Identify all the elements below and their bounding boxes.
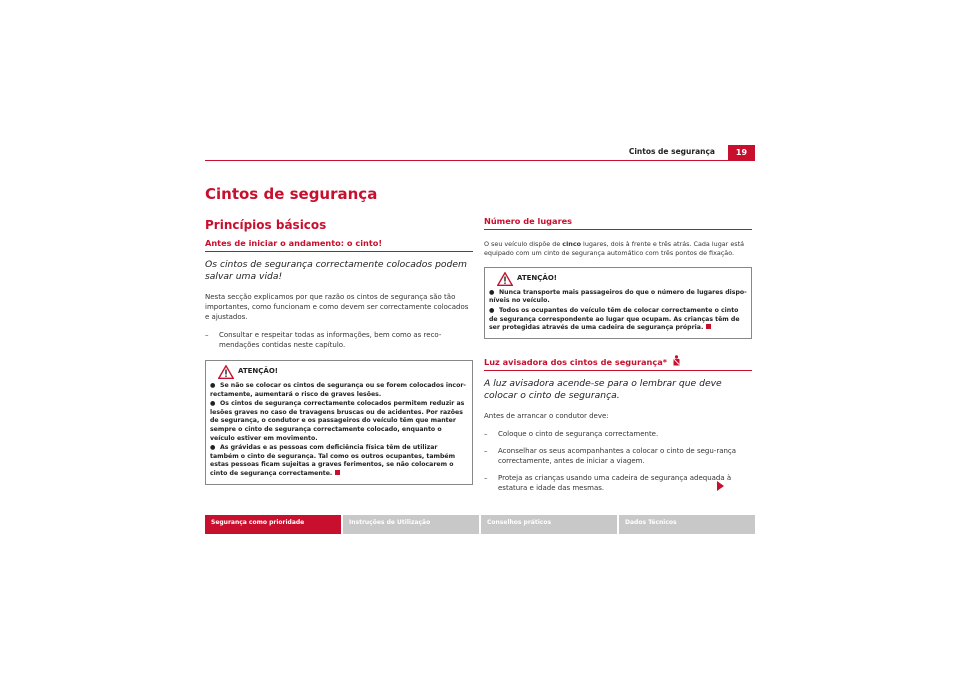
dash-item-text: Proteja as crianças usando uma cadeira de segurança adequada à estatura e idade das mesmas. — [498, 473, 732, 492]
footer-tab-safety[interactable]: Segurança como prioridade — [205, 515, 341, 534]
warning-header — [210, 364, 468, 382]
bullet-marker: ● — [210, 382, 216, 389]
chapter-title: Cintos de segurança — [205, 185, 378, 203]
seats-paragraph — [484, 240, 752, 259]
right-column — [484, 216, 752, 500]
left-column — [205, 238, 473, 495]
footer-tab-technical-data[interactable]: Dados Técnicos — [619, 515, 755, 534]
end-mark-icon — [335, 470, 340, 475]
dash-marker: – — [484, 429, 488, 438]
bullet-marker: ● — [210, 444, 216, 452]
footer-tabs — [205, 515, 755, 534]
dash-item-text: Coloque o cinto de segurança correctamente. — [498, 429, 659, 438]
dash-marker: – — [484, 446, 488, 455]
seats-text-before: O seu veículo dispõe de — [484, 240, 563, 248]
dash-marker: – — [484, 473, 488, 482]
dash-item-text: Consultar e respeitar todas as informações, bem como as reco-mendações contidas neste capítulo. — [219, 331, 442, 349]
dash-list-item — [205, 330, 473, 350]
running-title: Cintos de segurança — [628, 147, 715, 156]
seatbelt-light-paragraph: Antes de arrancar o condutor deve: — [484, 411, 609, 420]
warning-item — [210, 444, 468, 478]
seats-text-after: lugares, dois à frente e três atrás. Cada lugar está equipado com um cinto de segurança automático com três pontos de fixação. — [484, 240, 745, 258]
warning-title: ATENÇÃO! — [238, 367, 278, 375]
footer-tab-instructions[interactable]: Instruções de Utilização — [343, 515, 479, 534]
seatbelt-light-title: Luz avisadora dos cintos de segurança* — [484, 356, 668, 367]
warning-title: ATENÇÃO! — [517, 273, 557, 282]
seatbelt-icon — [672, 355, 681, 366]
bullet-marker: ● — [489, 288, 495, 296]
seatbelt-light-intro: A luz avisadora acende-se para o lembrar que deve colocar o cinto de segurança. — [484, 377, 722, 401]
warning-item — [210, 382, 468, 399]
warning-item-text: As grávidas e as pessoas com deficiência física têm de utilizar também o cinto de segurança. Tal como os outros ocupantes, também estas pessoas ficam sujeitas a graves ferimentos, se não colocarem o cinto de segurança correctamente. — [210, 444, 456, 477]
dash-list-item — [484, 429, 752, 439]
subhead-seatbelt-warning-light — [484, 355, 752, 371]
warning-item — [489, 307, 747, 333]
dash-list-item — [484, 473, 752, 493]
warning-item-text: Os cintos de segurança correctamente colocados permitem reduzir as lesões graves no caso de travagens bruscas ou de acidentes. Por razões de segurança, o condutor e os passageiros do veículo têm que manter sempre o cinto de segurança correctamente colocado, enquanto o veículo estiver em movimento. — [210, 400, 465, 442]
warning-item — [210, 400, 468, 443]
dash-item-text: Aconselhar os seus acompanhantes a colocar o cinto de segu-rança correctamente, antes de iniciar a viagem. — [498, 446, 737, 465]
warning-triangle-icon — [218, 365, 234, 379]
next-page-arrow-icon[interactable] — [717, 481, 724, 491]
bullet-marker: ● — [489, 307, 495, 314]
header-rule — [205, 160, 728, 161]
warning-item — [489, 289, 747, 306]
warning-box — [205, 360, 473, 485]
warning-item-text: Se não se colocar os cintos de segurança ou se forem colocados incor-rectamente, aumentará o risco de graves lesões. — [210, 382, 466, 398]
intro-text: Os cintos de segurança correctamente colocados podem salvar uma vida! — [205, 259, 467, 282]
body-paragraph: Nesta secção explicamos por que razão os cintos de segurança são tão importantes, como funcionam e como devem ser correctamente colocados e ajustados. — [205, 293, 469, 321]
footer-tab-practical-tips[interactable]: Conselhos práticos — [481, 515, 617, 534]
section-title: Princípios básicos — [205, 218, 327, 232]
seats-count: cinco — [562, 240, 582, 248]
warning-item-text: Nunca transporte mais passageiros do que o número de lugares dispo-níveis no veículo. — [489, 288, 747, 305]
dash-list-item — [484, 446, 752, 466]
running-header — [205, 145, 755, 161]
page-number: 19 — [728, 145, 755, 161]
end-mark-icon — [706, 324, 711, 329]
warning-item-text: Todos os ocupantes do veículo têm de colocar correctamente o cinto de segurança correspondente ao lugar que ocupam. As crianças têm de ser protegidas através de uma cadeira de segurança própria. — [489, 307, 740, 332]
warning-box — [484, 267, 752, 339]
warning-header — [489, 271, 747, 289]
dash-marker: – — [205, 331, 209, 339]
warning-triangle-icon — [497, 272, 513, 286]
bullet-marker: ● — [210, 400, 216, 408]
subhead-number-of-seats: Número de lugares — [484, 216, 752, 230]
subhead-start-driving: Antes de iniciar o andamento: o cinto! — [205, 238, 473, 252]
